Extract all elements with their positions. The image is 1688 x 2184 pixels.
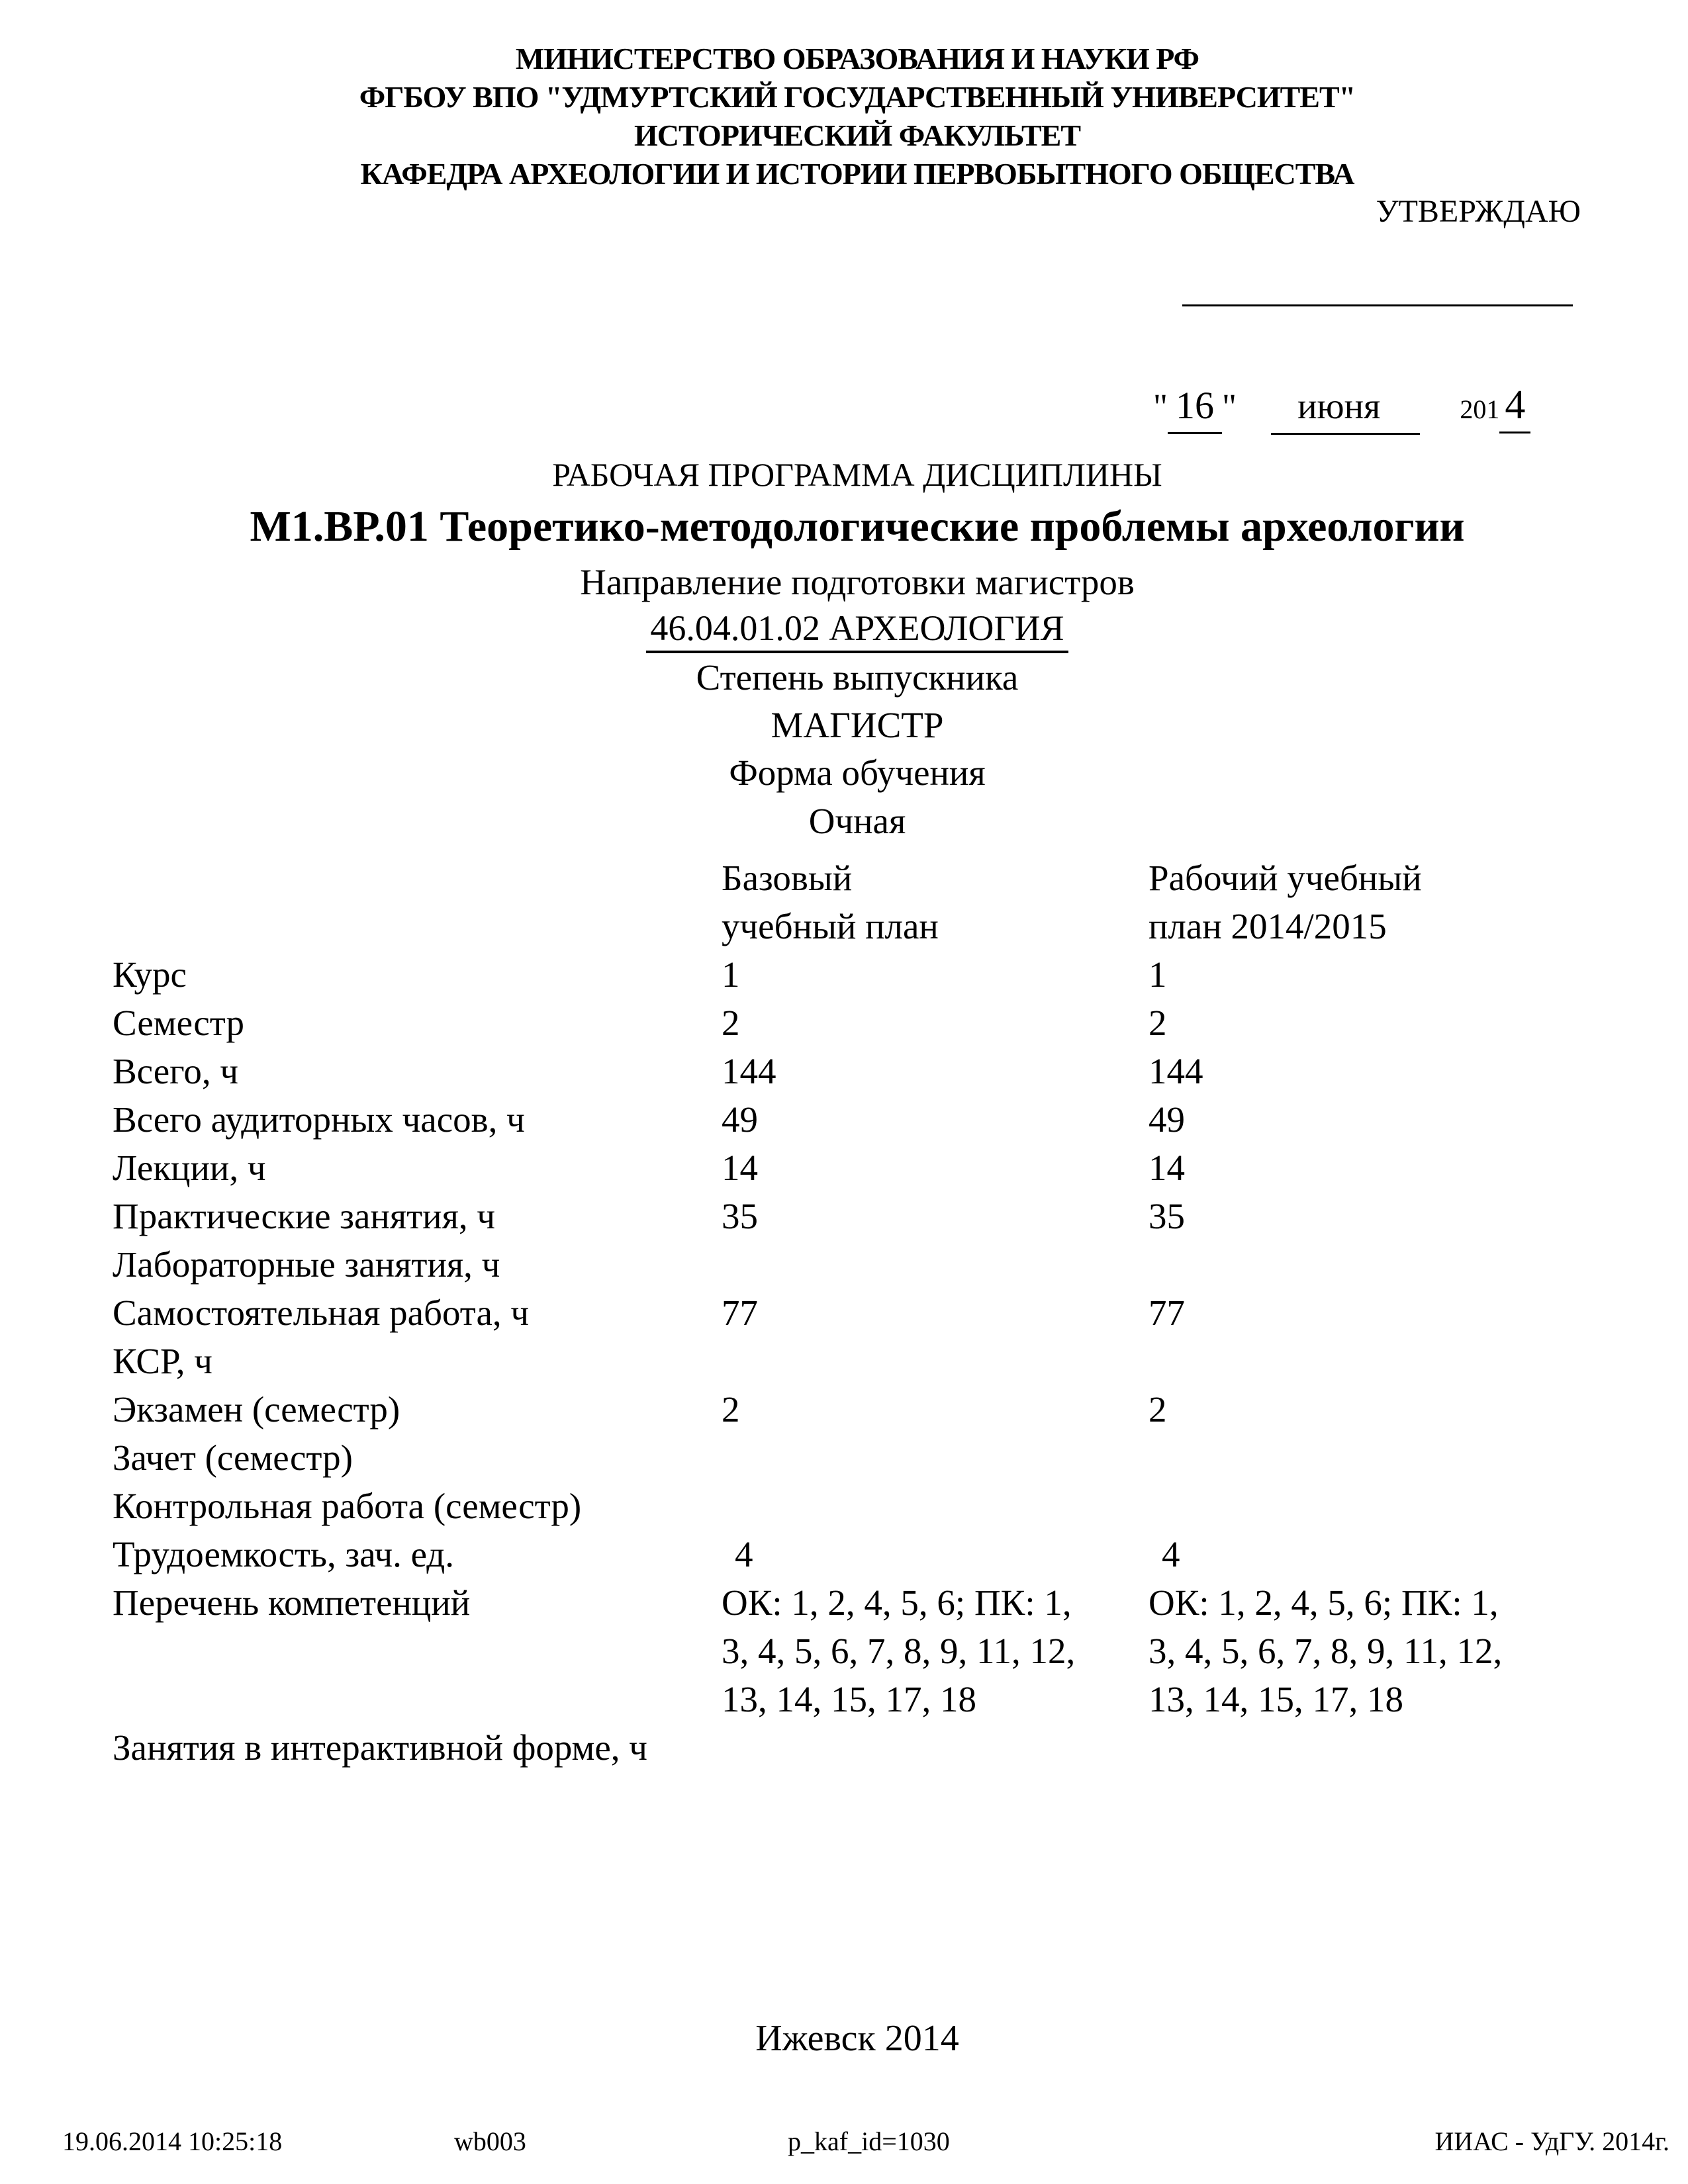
base-plan-value [722, 1337, 1149, 1385]
row-label: Всего аудиторных часов, ч [113, 1099, 525, 1140]
working-plan-value: 35 [1149, 1196, 1185, 1236]
base-plan-value: 2 [722, 1003, 740, 1043]
org-header-line-ministry: МИНИСТЕРСТВО ОБРАЗОВАНИЯ И НАУКИ РФ [515, 42, 1199, 75]
row-label: Контрольная работа (семестр) [113, 1486, 582, 1526]
row-label: Экзамен (семестр) [113, 1389, 400, 1430]
row-label: Курс [113, 954, 187, 995]
footer-timestamp: 19.06.2014 10:25:18 [62, 2126, 283, 2156]
working-plan-value: 144 [1149, 1051, 1203, 1091]
date-month: июня [1271, 380, 1420, 435]
program-code-line [13, 608, 1688, 649]
working-plan-value: 4 [1162, 1534, 1180, 1574]
program-kicker: РАБОЧАЯ ПРОГРАММА ДИСЦИПЛИНЫ [552, 456, 1162, 493]
working-plan-value: 2 [1149, 1389, 1167, 1430]
working-plan-value: 2 [1149, 1003, 1167, 1043]
program-subtitle: Направление подготовки магистров [580, 562, 1135, 602]
competencies-line: ОК: 1, 2, 4, 5, 6; ПК: 1, [722, 1582, 1072, 1623]
degree-label: Степень выпускника [696, 657, 1019, 698]
row-label: Семестр [113, 1003, 244, 1043]
base-plan-value: 14 [722, 1148, 758, 1188]
competencies-line: 13, 14, 15, 17, 18 [1149, 1679, 1403, 1719]
competencies-line: 3, 4, 5, 6, 7, 8, 9, 11, 12, [1149, 1631, 1503, 1671]
plan-table [113, 854, 1575, 1772]
working-plan-value [1149, 1433, 1575, 1482]
base-plan-value [722, 1578, 1149, 1723]
base-plan-value: 1 [722, 954, 740, 995]
degree-value: МАГИСТР [771, 705, 944, 745]
base-plan-value [722, 1723, 1149, 1772]
base-plan-value: 35 [722, 1196, 758, 1236]
working-plan-header-line-1: Рабочий учебный [1149, 858, 1422, 898]
working-plan-value: 1 [1149, 954, 1167, 995]
approval-date [1153, 379, 1530, 436]
working-plan-value [1149, 1723, 1575, 1772]
base-plan-value [722, 1482, 1149, 1530]
base-plan-value: 2 [722, 1389, 740, 1430]
base-plan-value [722, 1433, 1149, 1482]
competencies-line: ОК: 1, 2, 4, 5, 6; ПК: 1, [1149, 1582, 1499, 1623]
program-code: 46.04.01.02 АРХЕОЛОГИЯ [646, 608, 1068, 653]
row-label: Трудоемкость, зач. ед. [113, 1534, 455, 1574]
row-label: Практические занятия, ч [113, 1196, 496, 1236]
base-plan-value [722, 1240, 1149, 1289]
base-plan-header-line-1: Базовый [722, 858, 853, 898]
footer-param: p_kaf_id=1030 [788, 2126, 950, 2156]
row-label: КСР, ч [113, 1341, 212, 1381]
base-plan-value: 77 [722, 1293, 758, 1333]
city-year: Ижевск 2014 [755, 2018, 959, 2059]
date-year-suffix: 4 [1499, 379, 1530, 433]
working-plan-header [1149, 854, 1575, 950]
working-plan-value [1149, 1337, 1575, 1385]
base-plan-value: 49 [722, 1099, 758, 1140]
working-plan-value: 14 [1149, 1148, 1185, 1188]
table-corner-empty [113, 854, 722, 950]
form-label: Форма обучения [729, 752, 986, 793]
date-day: 16 [1168, 379, 1222, 434]
working-plan-value [1149, 1240, 1575, 1289]
row-label: Самостоятельная работа, ч [113, 1293, 530, 1333]
page-footer [0, 2124, 1688, 2164]
base-plan-header-line-2: учебный план [722, 906, 939, 946]
date-year-prefix: 201 [1460, 394, 1500, 424]
org-header-line-faculty: ИСТОРИЧЕСКИЙ ФАКУЛЬТЕТ [633, 118, 1081, 152]
form-value: Очная [808, 801, 906, 841]
row-label: Всего, ч [113, 1051, 239, 1091]
footer-system: ИИАС - УдГУ. 2014г. [1434, 2126, 1669, 2156]
row-label: Лабораторные занятия, ч [113, 1244, 500, 1285]
org-header [13, 40, 1688, 193]
working-plan-value [1149, 1578, 1575, 1723]
signature-line [1182, 304, 1573, 306]
date-open-quote: " [1153, 387, 1168, 426]
footer-user: wb003 [454, 2126, 526, 2156]
working-plan-header-line-2: план 2014/2015 [1149, 906, 1387, 946]
row-label: Занятия в интерактивной форме, ч [113, 1727, 647, 1768]
row-label: Лекции, ч [113, 1148, 266, 1188]
org-header-line-university: ФГБОУ ВПО "УДМУРТСКИЙ ГОСУДАРСТВЕННЫЙ УНИВЕРСИТЕТ" [359, 80, 1356, 114]
base-plan-value: 4 [735, 1534, 753, 1574]
approve-label: УТВЕРЖДАЮ [1376, 194, 1581, 229]
row-label: Зачет (семестр) [113, 1437, 353, 1478]
working-plan-value: 77 [1149, 1293, 1185, 1333]
row-label: Перечень компетенций [113, 1582, 471, 1623]
page-title: М1.ВР.01 Теоретико-методологические проблемы археологии [250, 502, 1465, 551]
working-plan-value: 49 [1149, 1099, 1185, 1140]
base-plan-value: 144 [722, 1051, 776, 1091]
base-plan-header [722, 854, 1149, 950]
date-close-quote: " [1222, 387, 1237, 426]
competencies-line: 3, 4, 5, 6, 7, 8, 9, 11, 12, [722, 1631, 1076, 1671]
competencies-line: 13, 14, 15, 17, 18 [722, 1679, 976, 1719]
working-plan-value [1149, 1482, 1575, 1530]
org-header-line-department: КАФЕДРА АРХЕОЛОГИИ И ИСТОРИИ ПЕРВОБЫТНОГО ОБЩЕСТВА [360, 157, 1354, 191]
